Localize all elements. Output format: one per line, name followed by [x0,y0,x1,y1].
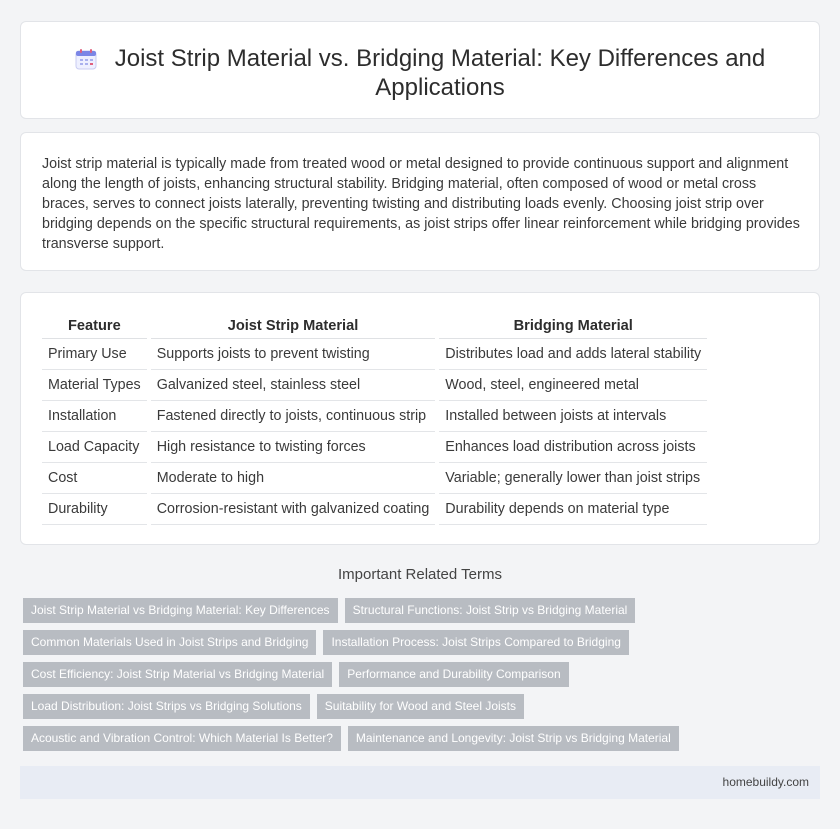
related-term-tag[interactable]: Maintenance and Longevity: Joist Strip vs Bridging Material [348,726,679,751]
related-term-tag[interactable]: Cost Efficiency: Joist Strip Material vs Bridging Material [23,662,332,687]
tag-row [23,694,524,719]
related-terms-title: Important Related Terms [338,566,502,583]
table-cell: Variable; generally lower than joist strips [437,462,707,493]
table-cell: Material Types [42,369,149,400]
footer-site-link[interactable]: homebuildy.com [722,775,809,789]
table-row [42,338,707,369]
tag-row [23,726,679,751]
related-term-tag[interactable]: Suitability for Wood and Steel Joists [317,694,524,719]
footer [20,766,820,799]
table-cell: Distributes load and adds lateral stability [437,338,707,369]
header-joist-strip: Joist Strip Material [149,314,438,338]
intro-card [20,132,820,271]
header-feature: Feature [42,314,149,338]
table-row [42,400,707,431]
comparison-card [20,292,820,545]
tag-row [23,662,569,687]
table-row [42,369,707,400]
table-cell: Installed between joists at intervals [437,400,707,431]
related-term-tag[interactable]: Joist Strip Material vs Bridging Material: Key Differences [23,598,338,623]
related-term-tag[interactable]: Installation Process: Joist Strips Compared to Bridging [323,630,628,655]
header-bridging: Bridging Material [437,314,707,338]
table-row [42,462,707,493]
comparison-table [42,314,707,525]
table-cell: High resistance to twisting forces [149,431,438,462]
title-card [20,21,820,119]
table-cell: Supports joists to prevent twisting [149,338,438,369]
table-cell: Corrosion-resistant with galvanized coating [149,493,438,524]
table-header-row [42,314,707,338]
page-title: Joist Strip Material vs. Bridging Material: Key Differences and Applications [114,45,766,101]
related-term-tag[interactable]: Structural Functions: Joist Strip vs Bridging Material [345,598,636,623]
table-cell: Enhances load distribution across joists [437,431,707,462]
related-term-tag[interactable]: Performance and Durability Comparison [339,662,568,687]
table-cell: Durability [42,493,149,524]
related-term-tag[interactable]: Common Materials Used in Joist Strips and Bridging [23,630,316,655]
table-cell: Durability depends on material type [437,493,707,524]
table-cell: Galvanized steel, stainless steel [149,369,438,400]
table-cell: Installation [42,400,149,431]
table-cell: Fastened directly to joists, continuous strip [149,400,438,431]
related-term-tag[interactable]: Load Distribution: Joist Strips vs Bridging Solutions [23,694,310,719]
table-cell: Moderate to high [149,462,438,493]
related-term-tag[interactable]: Acoustic and Vibration Control: Which Material Is Better? [23,726,341,751]
table-cell: Wood, steel, engineered metal [437,369,707,400]
table-row [42,431,707,462]
table-row [42,493,707,524]
tag-row [23,630,629,655]
table-cell: Primary Use [42,338,149,369]
table-cell: Cost [42,462,149,493]
tag-row [23,598,635,623]
intro-paragraph: Joist strip material is typically made from treated wood or metal designed to provide continuous support and alignment along the length of joists, enhancing structural stability. Bridging material, often composed of wood or metal cross braces, serves to connect joists laterally, preventing twisting and distributing loads evenly. Choosing joist strip over bridging depends on the specific structural requirements, as joist strips offer linear reinforcement while bridging provides transverse support. [42,156,800,252]
table-cell: Load Capacity [42,431,149,462]
